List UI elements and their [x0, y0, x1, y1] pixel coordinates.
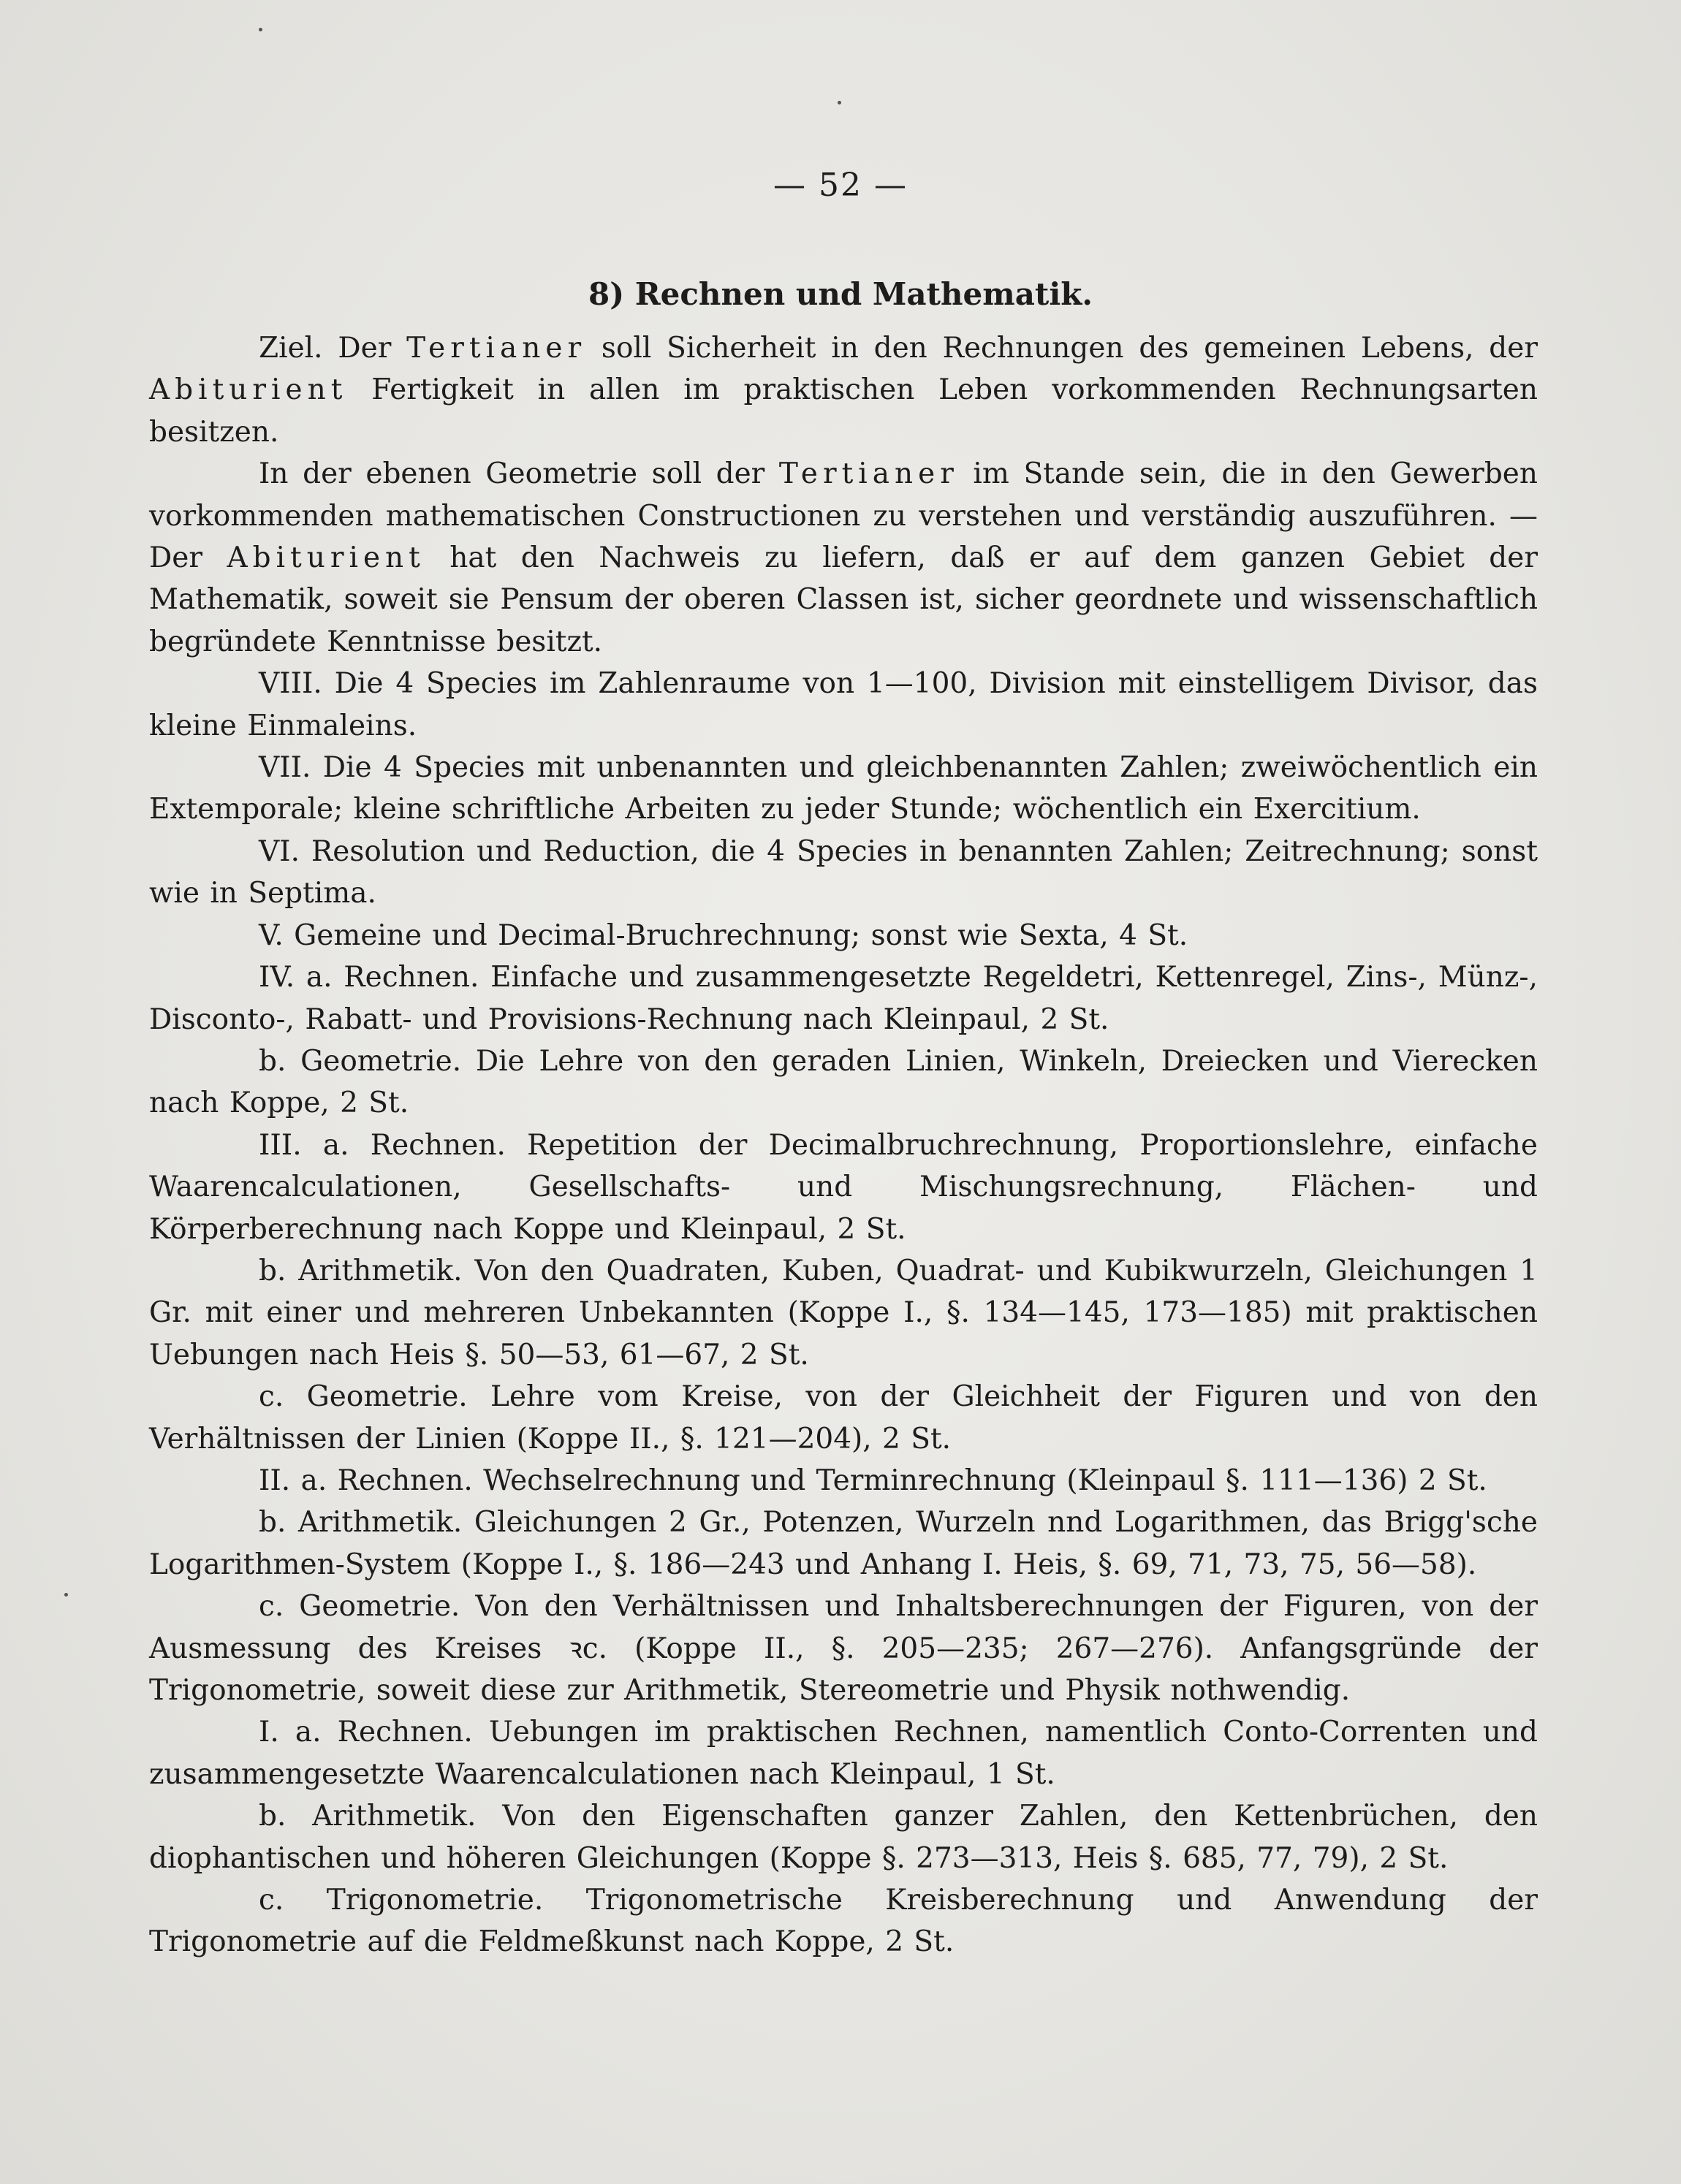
- paragraph-class-viii: VIII. Die 4 Species im Zahlenraume von 1—100, Division mit einstelligem Divisor, das kleine Einmaleins.: [149, 667, 1538, 742]
- paragraph-class-vii: VII. Die 4 Species mit unbenannten und gleichbenannten Zahlen; zweiwöchentlich ein Extemporale; kleine schriftliche Arbeiten zu jeder Stunde; wöchentlich ein Exercitium.: [149, 751, 1538, 826]
- section-title: 8) Rechnen und Mathematik.: [588, 276, 1093, 312]
- ink-speck: [64, 1593, 68, 1597]
- paragraph-class-i-a: I. a. Rechnen. Uebungen im praktischen Rechnen, namentlich Conto-Correnten und zusammengesetzte Waarencalculationen nach Kleinpaul, 1 St.: [149, 1716, 1538, 1791]
- paragraph-class-vi: VI. Resolution und Reduction, die 4 Species in benannten Zahlen; Zeitrechnung; sonst wie in Septima.: [149, 834, 1538, 910]
- paragraph-class-v: V. Gemeine und Decimal-Bruchrechnung; sonst wie Sexta, 4 St.: [259, 918, 1188, 952]
- paragraph-class-iii-c: c. Geometrie. Lehre vom Kreise, von der Gleichheit der Figuren und von den Verhältnissen der Linien (Koppe II., §. 121—204), 2 St.: [149, 1380, 1538, 1456]
- paragraph-class-iv-a: IV. a. Rechnen. Einfache und zusammengesetzte Regeldetri, Kettenregel, Zins-, Münz-, Disconto-, Rabatt- und Provisions-Rechnung nach Kleinpaul, 2 St.: [149, 961, 1538, 1036]
- page-number: — 52 —: [773, 167, 908, 204]
- ink-speck: [838, 101, 841, 104]
- emphasis-abiturient: Abiturient: [227, 541, 425, 575]
- paragraph-geometrie-ziel: In der ebenen Geometrie soll der Tertianer im Stande sein, die in den Gewerben vorkommenden mathematischen Constructionen zu verstehen und verständig auszuführen. — Der Abiturient hat den Nachweis zu liefern, daß er auf dem ganzen Gebiet der Mathematik, soweit sie Pensum der oberen Classen ist, sicher geordnete und wissenschaftlich begründete Kenntnisse besitzt.: [149, 457, 1538, 658]
- paragraph-ziel: Ziel. Der Tertianer soll Sicherheit in den Rechnungen des gemeinen Lebens, der Abiturient Fertigkeit in allen im praktischen Leben vorkommenden Rechnungsarten besitzen.: [149, 332, 1538, 449]
- ink-speck: [259, 28, 262, 31]
- paragraph-class-i-b: b. Arithmetik. Von den Eigenschaften ganzer Zahlen, den Kettenbrüchen, den diophantischen und höheren Gleichungen (Koppe §. 273—313, Heis §. 685, 77, 79), 2 St.: [149, 1800, 1538, 1875]
- paragraph-class-iii-a: III. a. Rechnen. Repetition der Decimalbruchrechnung, Proportionslehre, einfache Waarencalculationen, Gesellschafts- und Mischungsrechnung, Flächen- und Körperberechnung nach Koppe und Kleinpaul, 2 St.: [149, 1128, 1538, 1246]
- paragraph-class-iii-b: b. Arithmetik. Von den Quadraten, Kuben, Quadrat- und Kubikwurzeln, Gleichungen 1 Gr. mit einer und mehreren Unbekannten (Koppe I., §. 134—145, 173—185) mit praktischen Uebungen nach Heis §. 50—53, 61—67, 2 St.: [149, 1254, 1538, 1371]
- emphasis-tertianer: Tertianer: [406, 332, 587, 365]
- paragraph-class-ii-c: c. Geometrie. Von den Verhältnissen und Inhaltsberechnungen der Figuren, von der Ausmessung des Kreises ꝛc. (Koppe II., §. 205—235; 267—276). Anfangsgründe der Trigonometrie, soweit diese zur Arithmetik, Stereometrie und Physik nothwendig.: [149, 1590, 1538, 1707]
- emphasis-abiturient: Abiturient: [149, 373, 348, 407]
- paragraph-class-ii-b: b. Arithmetik. Gleichungen 2 Gr., Potenzen, Wurzeln nnd Logarithmen, das Brigg'sche Logarithmen-System (Koppe I., §. 186—243 und Anhang I. Heis, §. 69, 71, 73, 75, 56—58).: [149, 1506, 1538, 1581]
- emphasis-tertianer: Tertianer: [778, 457, 959, 491]
- paragraph-class-i-c: c. Trigonometrie. Trigonometrische Kreisberechnung und Anwendung der Trigonometrie auf die Feldmeßkunst nach Koppe, 2 St.: [149, 1884, 1538, 1959]
- paragraph-class-ii-a: II. a. Rechnen. Wechselrechnung und Terminrechnung (Kleinpaul §. 111—136) 2 St.: [259, 1464, 1487, 1497]
- paragraph-class-iv-b: b. Geometrie. Die Lehre von den geraden Linien, Winkeln, Dreiecken und Vierecken nach Koppe, 2 St.: [149, 1044, 1538, 1120]
- body-text: [149, 327, 1538, 1963]
